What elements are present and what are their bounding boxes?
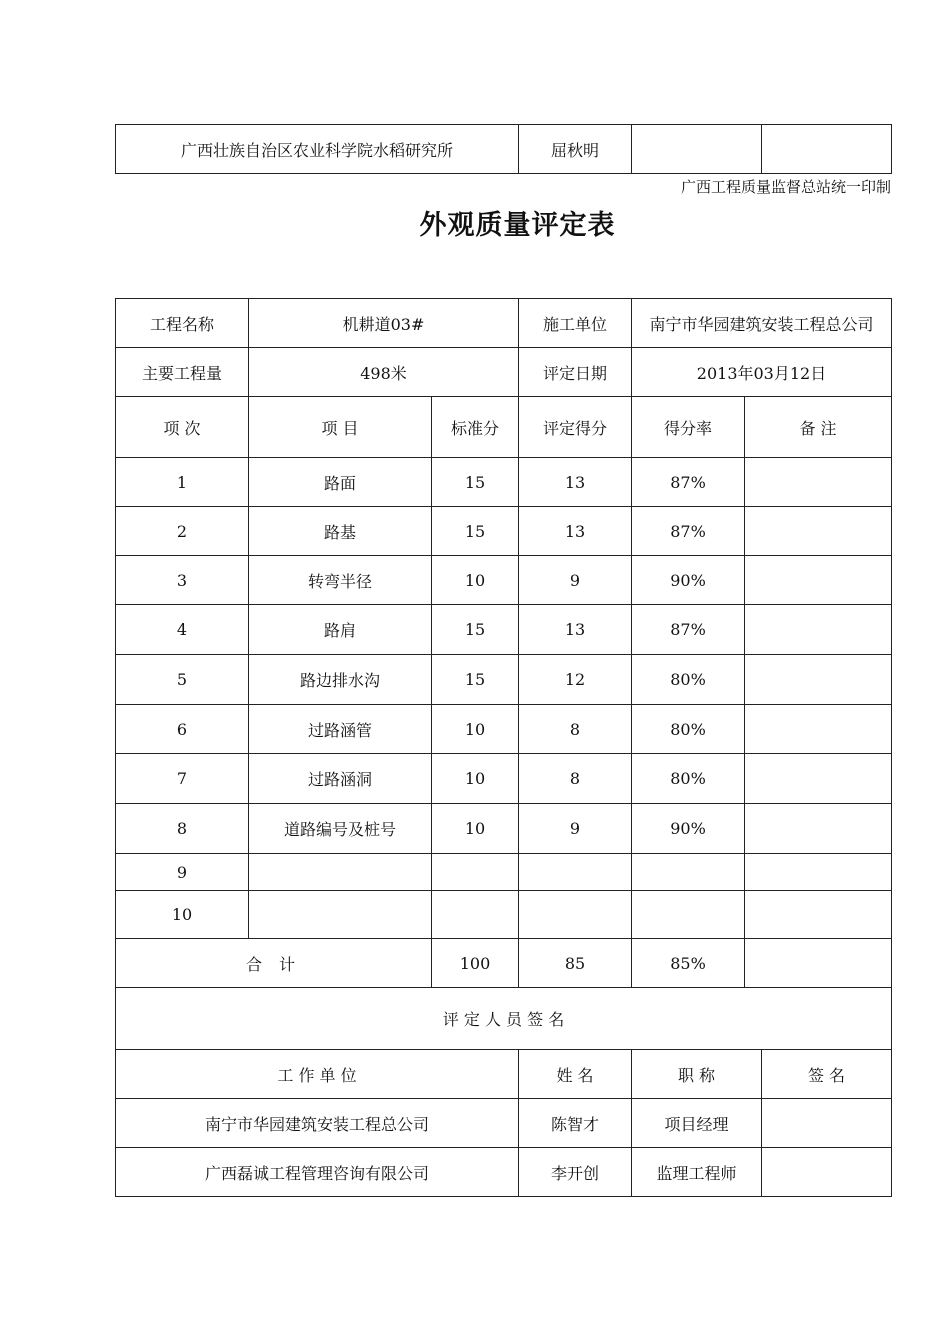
total-standard: 100 xyxy=(432,939,519,988)
row-score: 8 xyxy=(519,705,632,754)
row-index: 9 xyxy=(116,854,249,891)
row-rate xyxy=(632,854,745,891)
main-quantity-value: 498米 xyxy=(249,348,519,397)
row-index: 10 xyxy=(116,891,249,939)
signature-section-title: 评 定 人 员 签 名 xyxy=(116,988,892,1050)
row-remark xyxy=(745,891,892,939)
signature-header-unit: 工 作 单 位 xyxy=(116,1050,519,1099)
signature-unit: 广西磊诚工程管理咨询有限公司 xyxy=(116,1148,519,1197)
printer-note: 广西工程质量监督总站统一印制 xyxy=(680,178,891,196)
signature-title: 项目经理 xyxy=(632,1099,762,1148)
eval-date-value: 2013年03月12日 xyxy=(632,348,892,397)
row-rate xyxy=(632,891,745,939)
construction-unit-label: 施工单位 xyxy=(519,299,632,348)
header-standard: 标准分 xyxy=(432,397,519,458)
row-score: 9 xyxy=(519,556,632,605)
project-name-value: 机耕道03# xyxy=(249,299,519,348)
header-score: 评定得分 xyxy=(519,397,632,458)
row-remark xyxy=(745,854,892,891)
row-score: 9 xyxy=(519,804,632,854)
construction-unit-value: 南宁市华园建筑安装工程总公司 xyxy=(632,299,892,348)
signature-sign xyxy=(762,1099,892,1148)
row-index: 5 xyxy=(116,655,249,705)
table-row xyxy=(116,754,892,804)
table-row xyxy=(116,507,892,556)
appearance-quality-table xyxy=(115,298,892,1197)
row-index: 3 xyxy=(116,556,249,605)
row-remark xyxy=(745,458,892,507)
row-rate: 90% xyxy=(632,804,745,854)
row-index: 6 xyxy=(116,705,249,754)
previous-person-name: 屈秋明 xyxy=(519,125,632,174)
table-row xyxy=(116,854,892,891)
row-standard xyxy=(432,891,519,939)
row-standard xyxy=(432,854,519,891)
row-item: 路基 xyxy=(249,507,432,556)
total-remark xyxy=(745,939,892,988)
row-score xyxy=(519,891,632,939)
row-index: 7 xyxy=(116,754,249,804)
row-score: 12 xyxy=(519,655,632,705)
signature-name: 李开创 xyxy=(519,1148,632,1197)
row-rate: 87% xyxy=(632,605,745,655)
row-rate: 80% xyxy=(632,655,745,705)
table-row xyxy=(116,891,892,939)
row-rate: 80% xyxy=(632,705,745,754)
signature-section-row xyxy=(116,988,892,1050)
row-standard: 15 xyxy=(432,507,519,556)
signature-title: 监理工程师 xyxy=(632,1148,762,1197)
row-standard: 15 xyxy=(432,458,519,507)
row-index: 4 xyxy=(116,605,249,655)
table-row xyxy=(116,556,892,605)
row-score: 13 xyxy=(519,605,632,655)
row-standard: 10 xyxy=(432,705,519,754)
row-remark xyxy=(745,556,892,605)
previous-signature-table xyxy=(115,124,892,174)
signature-unit: 南宁市华园建筑安装工程总公司 xyxy=(116,1099,519,1148)
total-score: 85 xyxy=(519,939,632,988)
row-item: 路边排水沟 xyxy=(249,655,432,705)
signature-row xyxy=(116,1148,892,1197)
row-remark xyxy=(745,605,892,655)
row-rate: 87% xyxy=(632,507,745,556)
row-score: 13 xyxy=(519,458,632,507)
page-title: 外观质量评定表 xyxy=(419,210,616,241)
row-item: 过路涵洞 xyxy=(249,754,432,804)
project-name-label: 工程名称 xyxy=(116,299,249,348)
signature-row xyxy=(116,1099,892,1148)
row-remark xyxy=(745,705,892,754)
row-standard: 15 xyxy=(432,655,519,705)
row-item: 转弯半径 xyxy=(249,556,432,605)
row-rate: 87% xyxy=(632,458,745,507)
row-score: 13 xyxy=(519,507,632,556)
row-index: 1 xyxy=(116,458,249,507)
row-index: 8 xyxy=(116,804,249,854)
total-rate: 85% xyxy=(632,939,745,988)
main-quantity-label: 主要工程量 xyxy=(116,348,249,397)
signature-header-title: 职 称 xyxy=(632,1050,762,1099)
previous-signature-row xyxy=(116,125,892,174)
header-index: 项 次 xyxy=(116,397,249,458)
row-rate: 90% xyxy=(632,556,745,605)
table-row xyxy=(116,458,892,507)
row-score: 8 xyxy=(519,754,632,804)
signature-header-row xyxy=(116,1050,892,1099)
row-score xyxy=(519,854,632,891)
row-standard: 10 xyxy=(432,754,519,804)
table-row xyxy=(116,655,892,705)
row-remark xyxy=(745,754,892,804)
header-remark: 备 注 xyxy=(745,397,892,458)
previous-person-signature xyxy=(762,125,892,174)
total-label: 合 计 xyxy=(116,939,432,988)
row-standard: 15 xyxy=(432,605,519,655)
row-item: 路面 xyxy=(249,458,432,507)
previous-person-title xyxy=(632,125,762,174)
row-standard: 10 xyxy=(432,804,519,854)
table-row xyxy=(116,705,892,754)
eval-date-label: 评定日期 xyxy=(519,348,632,397)
table-row xyxy=(116,605,892,655)
row-item xyxy=(249,891,432,939)
signature-sign xyxy=(762,1148,892,1197)
signature-header-name: 姓 名 xyxy=(519,1050,632,1099)
total-row xyxy=(116,939,892,988)
row-rate: 80% xyxy=(632,754,745,804)
header-item: 项 目 xyxy=(249,397,432,458)
column-header-row xyxy=(116,397,892,458)
row-item: 路肩 xyxy=(249,605,432,655)
table-row xyxy=(116,804,892,854)
row-item: 道路编号及桩号 xyxy=(249,804,432,854)
signature-header-sign: 签 名 xyxy=(762,1050,892,1099)
row-remark xyxy=(745,507,892,556)
row-standard: 10 xyxy=(432,556,519,605)
header-rate: 得分率 xyxy=(632,397,745,458)
info-row-quantity xyxy=(116,348,892,397)
row-remark xyxy=(745,655,892,705)
row-item: 过路涵管 xyxy=(249,705,432,754)
signature-name: 陈智才 xyxy=(519,1099,632,1148)
row-item xyxy=(249,854,432,891)
previous-work-unit: 广西壮族自治区农业科学院水稻研究所 xyxy=(116,125,519,174)
info-row-project xyxy=(116,299,892,348)
row-index: 2 xyxy=(116,507,249,556)
row-remark xyxy=(745,804,892,854)
